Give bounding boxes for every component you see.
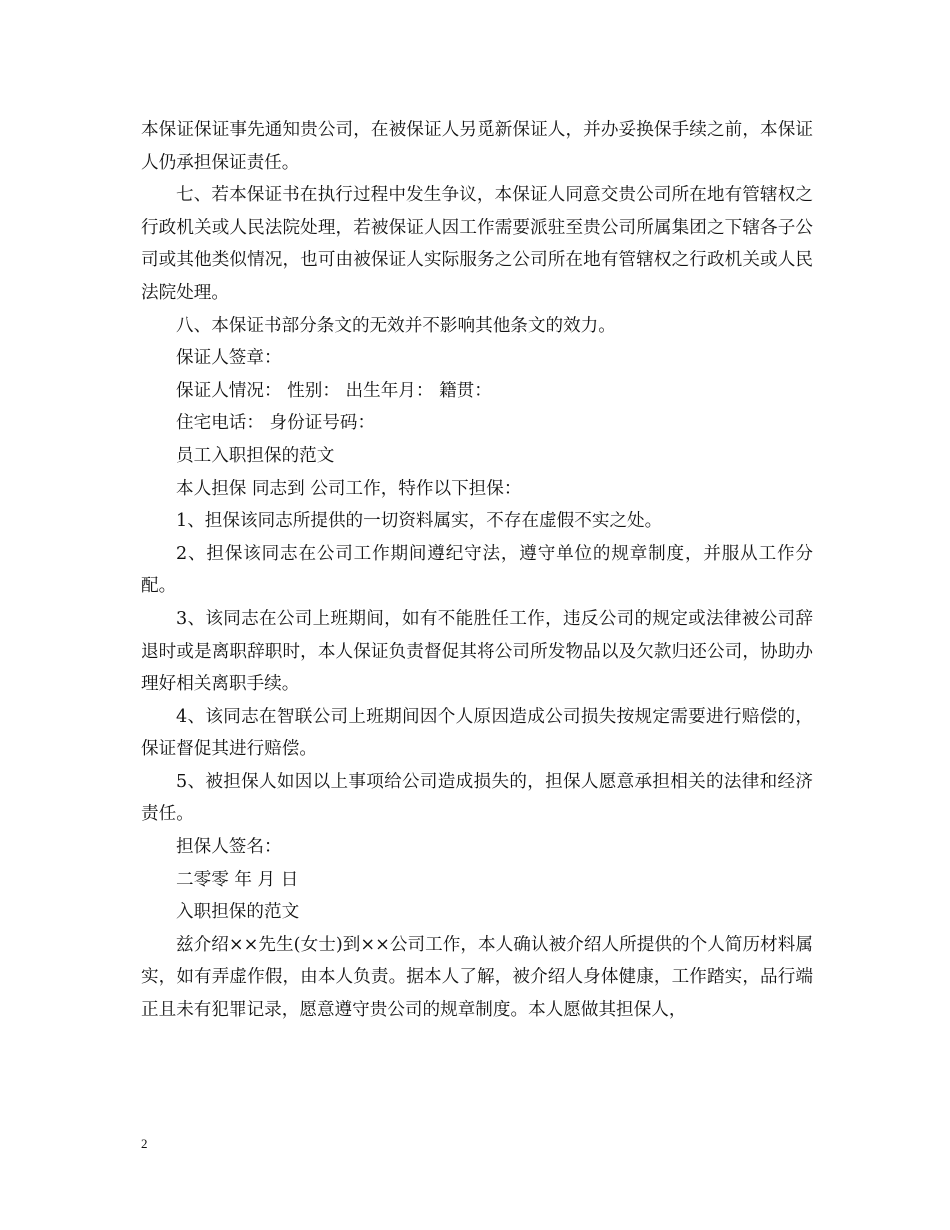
paragraph-phone-id: 住宅电话： 身份证号码： xyxy=(176,413,376,434)
list-item-4: 4、该同志在智联公司上班期间因个人原因造成公司损失按规定需要进行赔偿的，保证督促其进行赔偿。 xyxy=(141,706,813,760)
paragraph-clause-eight: 八、本保证书部分条文的无效并不影响其他条文的效力。 xyxy=(176,315,616,336)
list-item-1: 1、担保该同志所提供的一切资料属实，不存在虚假不实之处。 xyxy=(176,511,663,532)
paragraph-guarantor-info: 保证人情况： 性别： 出生年月： 籍贯： xyxy=(176,380,492,401)
section-heading-onboarding-guarantee: 入职担保的范文 xyxy=(176,902,300,923)
page-number: 2 xyxy=(141,1136,148,1151)
paragraph-introduction-letter: 兹介绍××先生(女士)到××公司工作，本人确认被介绍人所提供的个人简历材料属实，如有弄虚作假，由本人负责。据本人了解，被介绍人身体健康，工作踏实，品行端正且未有犯罪记录，愿意遵守贵公司的规章制度。本人愿做其担保人， xyxy=(141,934,813,1021)
section-heading-employee-guarantee: 员工入职担保的范文 xyxy=(176,445,335,466)
list-item-3: 3、该同志在公司上班期间，如有不能胜任工作，违反公司的规定或法律被公司辞退时或是离职辞职时，本人保证负责督促其将公司所发物品以及欠款归还公司，协助办理好相关离职手续。 xyxy=(141,608,813,695)
list-item-2: 2、担保该同志在公司工作期间遵纪守法，遵守单位的规章制度，并服从工作分配。 xyxy=(141,543,813,597)
paragraph-guarantee-intro: 本人担保 同志到 公司工作，特作以下担保： xyxy=(176,478,522,499)
list-item-5: 5、被担保人如因以上事项给公司造成损失的，担保人愿意承担相关的法律和经济责任。 xyxy=(141,771,813,825)
paragraph-date: 二零零 年 月 日 xyxy=(176,869,299,890)
paragraph-guarantor-seal: 保证人签章： xyxy=(176,348,282,369)
paragraph-guarantor-signature: 担保人签名： xyxy=(176,837,282,858)
document-body xyxy=(141,114,813,1027)
paragraph-guarantee-continuation: 本保证保证事先通知贵公司，在被保证人另觅新保证人，并办妥换保手续之前，本保证人仍承担保证责任。 xyxy=(141,120,813,173)
paragraph-clause-seven: 七、若本保证书在执行过程中发生争议，本保证人同意交贵公司所在地有管辖权之行政机关或人民法院处理，若被保证人因工作需要派驻至贵公司所属集团之下辖各子公司或其他类似情况，也可由被保证人实际服务之公司所在地有管辖权之行政机关或人民法院处理。 xyxy=(141,185,813,303)
